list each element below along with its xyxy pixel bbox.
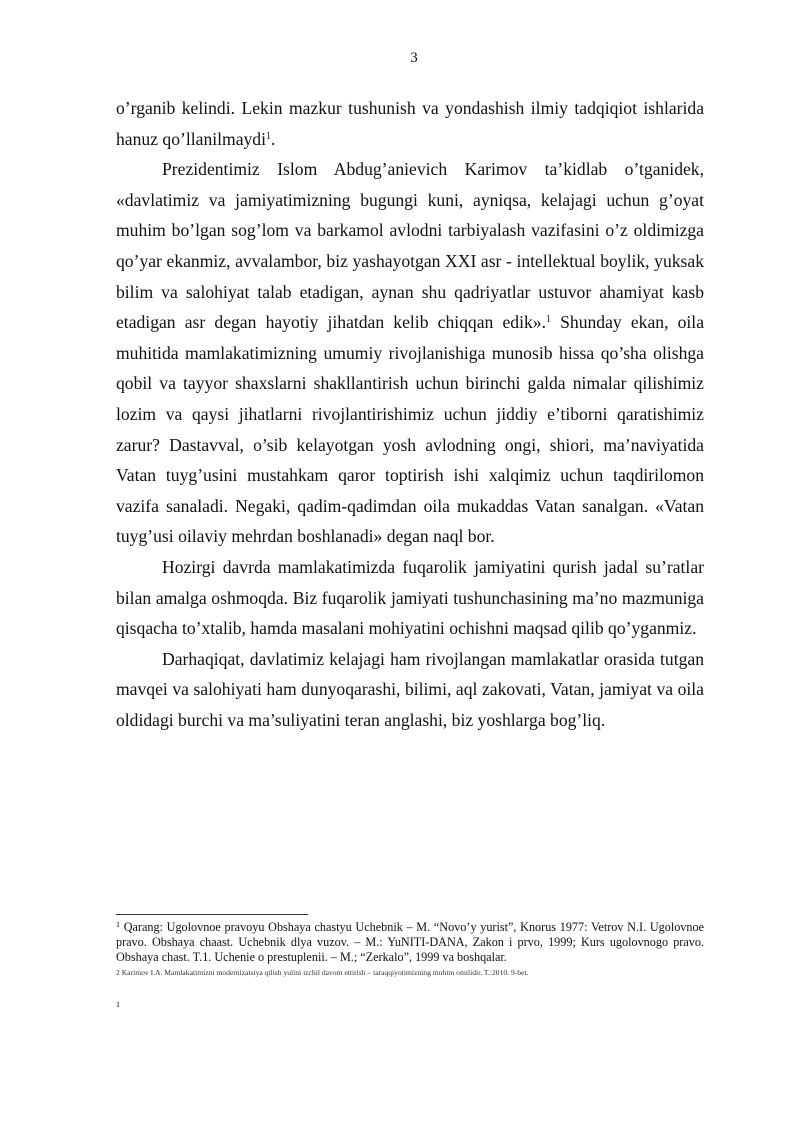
paragraph-text: Darhaqiqat, davlatimiz kelajagi ham rivojlangan mamlakatlar orasida tutgan mavqei va salohiyati ham dunyoqarashi, bilimi, aql zakovati, Vatan, jamiyat va oila oldidagi burchi va ma’suliyatini teran anglashi, biz yoshlarga bog’liq.	[116, 648, 704, 730]
paragraph-1	[116, 93, 704, 154]
body-text	[116, 93, 704, 735]
page-number: 3	[410, 50, 418, 66]
paragraph-text-tail: .	[271, 128, 276, 149]
footnote-ref[interactable]: 1	[266, 130, 271, 142]
footnotes	[116, 920, 704, 978]
paragraph-text-tail: Shunday ekan, oila muhitida mamlakatimizning umumiy rivojlanishiga munosib hissa qo’sha olishga qobil va tayyor shaxslarni shakllantirish uchun birinchi galda nimalar qilishimiz lozim va qaysi jihatlarni rivojlantirishimiz uchun jiddiy e’tiborni qaratishimiz zarur? Dastavval, o’sib kelayotgan yosh avlodning ongi, shiori, ma’naviyatida Vatan tuyg’usini mustahkam qaror toptirish ishi xalqimiz uchun taqdirilomon vazifa sanaladi. Negaki, qadim-qadimdan oila mukaddas Vatan sanalgan. «Vatan tuyg’usi oilaviy mehrdan boshlanadi» degan naql bor.	[116, 312, 705, 547]
paragraph-3	[116, 552, 704, 644]
footnote-separator	[116, 914, 308, 915]
footnote-mark: 1	[116, 920, 120, 929]
paragraph-text: Hozirgi davrda mamlakatimizda fuqarolik jamiyatini qurish jadal su’ratlar bilan amalga oshmoqda. Biz fuqarolik jamiyati tushunchasining ma’no mazmuniga qisqacha to’xtalib, hamda masalani mohiyatini ochishni maqsad qilib qo’yganmiz.	[116, 556, 704, 639]
paragraph-text: Prezidentimiz Islom Abdug’anievich Karimov ta’kidlab o’tganidek, «davlatimiz va jamiyatimizning bugungi kuni, ayniqsa, kelajagi uchun g’oyat muhim bo’lgan sog’lom va barkamol avlodni tarbiyalash vazifasini o’z oldimizga qo’yar ekanmiz, avvalambor, biz yashayotgan XXI asr - intellektual boylik, yuksak bilim va salohiyat talab etadigan, aynan shu qadriyatlar ustuvor ahamiyat kasb etadigan asr degan hayotiy jihatdan kelib chiqqan edik».	[116, 159, 704, 333]
footnote-text: Qarang: Ugolovnoe pravoyu Obshaya chastyu Uchebnik – M. “Novo’y yurist”, Knorus 1977: Vetrov N.I. Ugolovnoe pravo. Obshaya chaast. Uchebnik dlya vuzov. – M.: YuNITI-DANA, Zakon i prvo, 1999; Kurs ugolovnogo pravo. Obshaya chast. T.1. Uchenie o prestuplenii. – M.; “Zerkalo”, 1999 va boshqalar.	[116, 920, 704, 964]
footnote-1	[116, 920, 704, 965]
paragraph-text: o’rganib kelindi. Lekin mazkur tushunish va yondashish ilmiy tadqiqiot ishlarida hanuz qo’llanilmaydi	[116, 98, 704, 149]
footnote-ref[interactable]: 1	[545, 314, 551, 326]
paragraph-4	[116, 644, 704, 736]
footnote-2: 2 Karimov I.A. Mamlakatimizni modernizatsiya qilish yulini izchil davom ettirish – taraqqiyotimizning muhim omilidir. T.:2010. 9-bet.	[116, 968, 529, 977]
stray-footnote-mark: 1	[116, 1000, 120, 1009]
paragraph-2	[116, 154, 704, 552]
